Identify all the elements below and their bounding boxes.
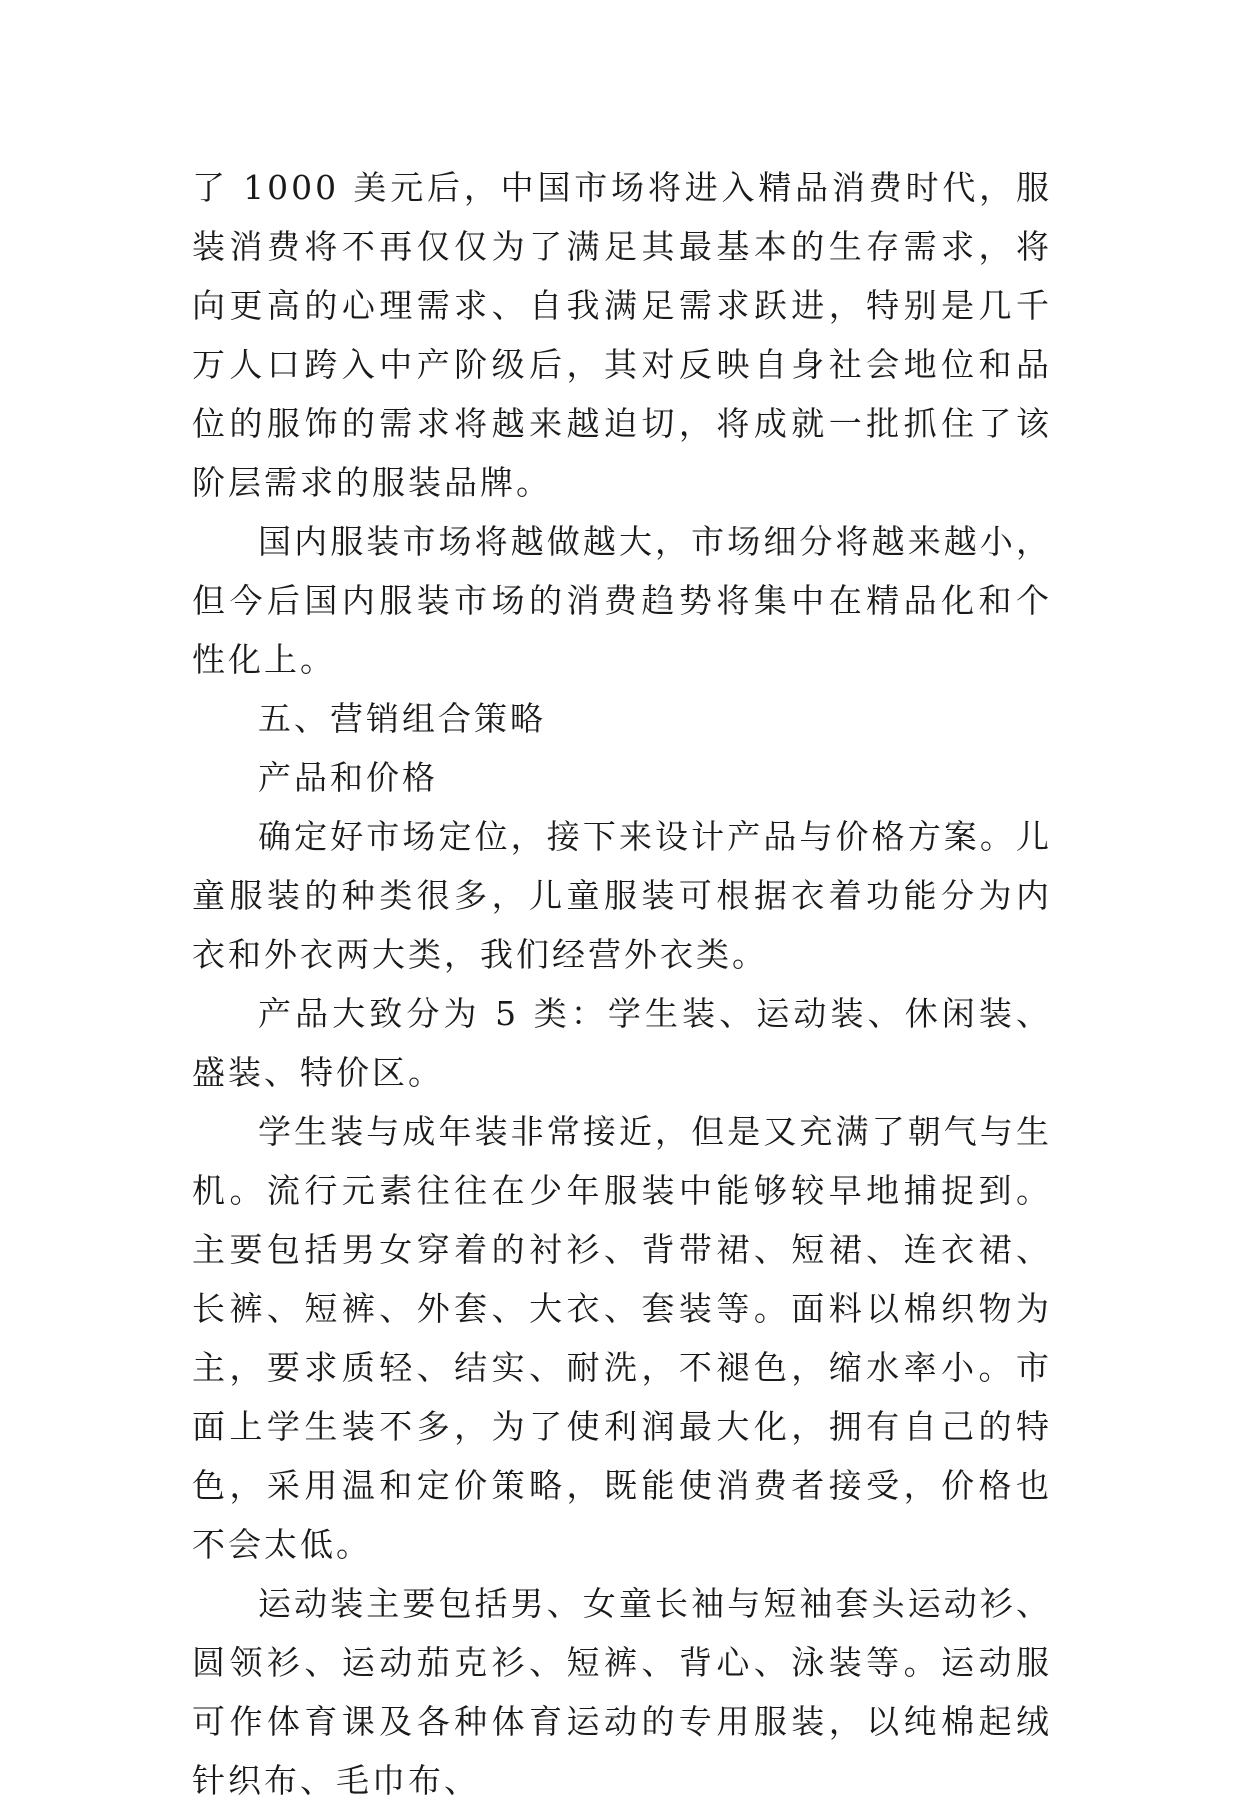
paragraph-continuation: 了 1000 美元后，中国市场将进入精品消费时代，服装消费将不再仅仅为了满足其最基本的生存需求，将向更高的心理需求、自我满足需求跃进，特别是几千万人口跨入中产阶级后，其对反映自身社会地位和品位的服饰的需求将越来越迫切，将成就一批抓住了该阶层需求的服装品牌。	[192, 168, 1052, 502]
paragraph-product-categories: 产品大致分为 5 类：学生装、运动装、休闲装、盛装、特价区。	[192, 994, 1052, 1092]
paragraph-product-plan: 确定好市场定位，接下来设计产品与价格方案。儿童服装的种类很多，儿童服装可根据衣着功能分为内衣和外衣两大类，我们经营外衣类。	[192, 817, 1052, 974]
paragraph-sportswear: 运动装主要包括男、女童长袖与短袖套头运动衫、圆领衫、运动茄克衫、短裤、背心、泳装等。运动服可作体育课及各种体育运动的专用服装，以纯棉起绒针织布、毛巾布、	[192, 1584, 1052, 1800]
subheading-product-price: 产品和价格	[258, 758, 438, 797]
paragraph-market-trend: 国内服装市场将越做越大，市场细分将越来越小，但今后国内服装市场的消费趋势将集中在精品化和个性化上。	[192, 522, 1052, 679]
paragraph-student-wear: 学生装与成年装非常接近，但是又充满了朝气与生机。流行元素往往在少年服装中能够较早地捕捉到。主要包括男女穿着的衬衫、背带裙、短裙、连衣裙、长裤、短裤、外套、大衣、套装等。面料以棉织物为主，要求质轻、结实、耐洗，不褪色，缩水率小。市面上学生装不多，为了使利润最大化，拥有自己的特色，采用温和定价策略，既能使消费者接受，价格也不会太低。	[192, 1112, 1052, 1564]
document-body	[192, 158, 1052, 1810]
section-heading-marketing-mix: 五、营销组合策略	[258, 699, 546, 738]
